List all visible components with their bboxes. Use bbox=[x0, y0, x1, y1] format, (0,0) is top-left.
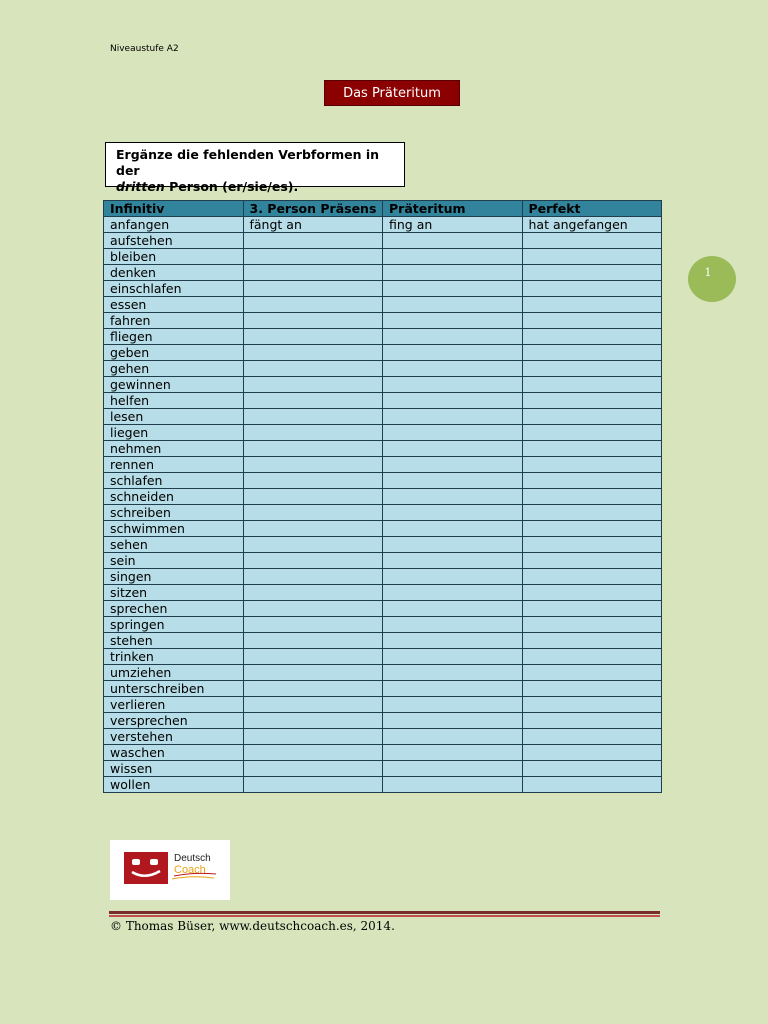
table-row bbox=[104, 313, 662, 329]
infinitive-cell: umziehen bbox=[104, 665, 244, 681]
verb-form-cell[interactable] bbox=[383, 425, 523, 441]
verb-form-cell[interactable] bbox=[383, 585, 523, 601]
verb-form-cell[interactable] bbox=[522, 345, 662, 361]
verb-form-cell[interactable] bbox=[383, 361, 523, 377]
verb-form-cell[interactable] bbox=[522, 233, 662, 249]
table-row bbox=[104, 233, 662, 249]
verb-form-cell[interactable] bbox=[522, 633, 662, 649]
verb-form-cell[interactable] bbox=[243, 249, 383, 265]
infinitive-cell: denken bbox=[104, 265, 244, 281]
verb-form-cell[interactable] bbox=[243, 761, 383, 777]
infinitive-cell: verlieren bbox=[104, 697, 244, 713]
infinitive-cell: wissen bbox=[104, 761, 244, 777]
verb-form-cell[interactable] bbox=[383, 489, 523, 505]
verb-form-cell[interactable] bbox=[243, 489, 383, 505]
infinitive-cell: essen bbox=[104, 297, 244, 313]
verb-form-cell[interactable] bbox=[383, 713, 523, 729]
table-row bbox=[104, 409, 662, 425]
infinitive-cell: lesen bbox=[104, 409, 244, 425]
verb-form-cell[interactable] bbox=[243, 601, 383, 617]
logo-text-coach: Coach bbox=[174, 864, 206, 876]
verb-form-cell[interactable] bbox=[383, 617, 523, 633]
column-header: 3. Person Präsens bbox=[243, 201, 383, 217]
verb-form-cell[interactable] bbox=[522, 553, 662, 569]
verb-form-cell[interactable] bbox=[383, 745, 523, 761]
verb-table bbox=[103, 200, 662, 793]
infinitive-cell: liegen bbox=[104, 425, 244, 441]
verb-form-cell[interactable] bbox=[383, 329, 523, 345]
verb-form-cell[interactable] bbox=[522, 649, 662, 665]
verb-form-cell[interactable] bbox=[383, 393, 523, 409]
verb-form-cell[interactable] bbox=[522, 617, 662, 633]
table-row bbox=[104, 697, 662, 713]
infinitive-cell: fliegen bbox=[104, 329, 244, 345]
table-row bbox=[104, 377, 662, 393]
verb-form-cell[interactable] bbox=[243, 553, 383, 569]
instruction-text-2: Person (er/sie/es). bbox=[164, 179, 299, 194]
table-row bbox=[104, 345, 662, 361]
table-row bbox=[104, 601, 662, 617]
table-row bbox=[104, 217, 662, 233]
verb-form-cell[interactable] bbox=[383, 665, 523, 681]
infinitive-cell: singen bbox=[104, 569, 244, 585]
verb-form-cell[interactable] bbox=[243, 537, 383, 553]
verb-form-cell[interactable] bbox=[383, 281, 523, 297]
infinitive-cell: fahren bbox=[104, 313, 244, 329]
verb-form-cell[interactable] bbox=[383, 633, 523, 649]
verb-form-cell[interactable] bbox=[383, 729, 523, 745]
infinitive-cell: gewinnen bbox=[104, 377, 244, 393]
verb-form-cell[interactable] bbox=[383, 265, 523, 281]
column-header: Infinitiv bbox=[104, 201, 244, 217]
infinitive-cell: geben bbox=[104, 345, 244, 361]
infinitive-cell: rennen bbox=[104, 457, 244, 473]
table-row bbox=[104, 777, 662, 793]
verb-form-cell[interactable] bbox=[243, 505, 383, 521]
verb-form-cell[interactable] bbox=[383, 377, 523, 393]
table-row bbox=[104, 505, 662, 521]
verb-form-cell[interactable] bbox=[243, 585, 383, 601]
verb-form-cell[interactable] bbox=[243, 425, 383, 441]
table-row bbox=[104, 761, 662, 777]
verb-form-cell[interactable] bbox=[243, 313, 383, 329]
verb-form-cell[interactable] bbox=[522, 665, 662, 681]
infinitive-cell: anfangen bbox=[104, 217, 244, 233]
verb-form-cell[interactable] bbox=[522, 425, 662, 441]
verb-form-cell[interactable] bbox=[383, 441, 523, 457]
verb-form-cell[interactable] bbox=[522, 585, 662, 601]
verb-form-cell[interactable] bbox=[243, 377, 383, 393]
table-row bbox=[104, 521, 662, 537]
verb-form-cell[interactable] bbox=[383, 601, 523, 617]
table-row bbox=[104, 473, 662, 489]
verb-form-cell[interactable] bbox=[383, 697, 523, 713]
verb-form-cell[interactable] bbox=[383, 761, 523, 777]
verb-form-cell[interactable] bbox=[383, 473, 523, 489]
infinitive-cell: schneiden bbox=[104, 489, 244, 505]
column-header: Präteritum bbox=[383, 201, 523, 217]
level-label: Niveaustufe A2 bbox=[110, 44, 179, 54]
verb-form-cell[interactable] bbox=[522, 729, 662, 745]
infinitive-cell: schlafen bbox=[104, 473, 244, 489]
table-row bbox=[104, 553, 662, 569]
table-header-row bbox=[104, 201, 662, 217]
verb-form-cell[interactable] bbox=[243, 633, 383, 649]
verb-form-cell[interactable] bbox=[383, 537, 523, 553]
page-number-badge bbox=[688, 256, 736, 302]
verb-form-cell[interactable] bbox=[522, 409, 662, 425]
verb-form-cell[interactable] bbox=[243, 457, 383, 473]
infinitive-cell: sprechen bbox=[104, 601, 244, 617]
verb-form-cell[interactable] bbox=[243, 521, 383, 537]
table-row bbox=[104, 249, 662, 265]
infinitive-cell: gehen bbox=[104, 361, 244, 377]
verb-form-cell[interactable] bbox=[243, 329, 383, 345]
instruction-text-1: Ergänze die fehlenden Verbformen in der bbox=[116, 147, 380, 178]
verb-form-cell[interactable] bbox=[243, 665, 383, 681]
table-row bbox=[104, 649, 662, 665]
smiley-logo-icon bbox=[110, 840, 230, 900]
table-row bbox=[104, 441, 662, 457]
table-row bbox=[104, 585, 662, 601]
verb-form-cell[interactable] bbox=[243, 473, 383, 489]
table-row bbox=[104, 537, 662, 553]
verb-form-cell[interactable] bbox=[243, 649, 383, 665]
infinitive-cell: stehen bbox=[104, 633, 244, 649]
verb-form-cell[interactable] bbox=[522, 361, 662, 377]
verb-form-cell[interactable] bbox=[383, 553, 523, 569]
verb-form-cell[interactable] bbox=[383, 313, 523, 329]
verb-form-cell[interactable] bbox=[522, 777, 662, 793]
page-title: Das Präteritum bbox=[324, 80, 460, 106]
verb-form-cell[interactable] bbox=[383, 521, 523, 537]
table-row bbox=[104, 745, 662, 761]
verb-form-cell[interactable] bbox=[522, 393, 662, 409]
table-row bbox=[104, 617, 662, 633]
table-row bbox=[104, 569, 662, 585]
table-row bbox=[104, 281, 662, 297]
table-row bbox=[104, 489, 662, 505]
infinitive-cell: sein bbox=[104, 553, 244, 569]
deutschcoach-logo bbox=[110, 840, 230, 900]
infinitive-cell: trinken bbox=[104, 649, 244, 665]
verb-form-cell[interactable] bbox=[522, 265, 662, 281]
table-row bbox=[104, 633, 662, 649]
verb-form-cell[interactable] bbox=[522, 457, 662, 473]
instruction-text-italic: dritten bbox=[116, 179, 165, 194]
table-row bbox=[104, 361, 662, 377]
verb-form-cell[interactable] bbox=[522, 681, 662, 697]
verb-form-cell[interactable] bbox=[243, 409, 383, 425]
verb-form-cell[interactable] bbox=[243, 361, 383, 377]
infinitive-cell: versprechen bbox=[104, 713, 244, 729]
verb-form-cell[interactable] bbox=[243, 281, 383, 297]
table-row bbox=[104, 729, 662, 745]
infinitive-cell: waschen bbox=[104, 745, 244, 761]
verb-form-cell[interactable] bbox=[383, 681, 523, 697]
infinitive-cell: verstehen bbox=[104, 729, 244, 745]
logo-text-deutsch: Deutsch bbox=[174, 853, 211, 864]
verb-form-cell[interactable] bbox=[522, 473, 662, 489]
verb-form-cell[interactable] bbox=[522, 505, 662, 521]
verb-form-cell[interactable] bbox=[383, 649, 523, 665]
copyright-footer: © Thomas Büser, www.deutschcoach.es, 2014. bbox=[110, 919, 395, 933]
table-row bbox=[104, 393, 662, 409]
verb-form-cell[interactable] bbox=[243, 441, 383, 457]
infinitive-cell: schreiben bbox=[104, 505, 244, 521]
table-row bbox=[104, 713, 662, 729]
table-row bbox=[104, 425, 662, 441]
verb-form-cell[interactable] bbox=[522, 761, 662, 777]
column-header: Perfekt bbox=[522, 201, 662, 217]
table-row bbox=[104, 457, 662, 473]
verb-form-cell[interactable] bbox=[383, 569, 523, 585]
verb-form-cell[interactable] bbox=[243, 745, 383, 761]
table-row bbox=[104, 665, 662, 681]
infinitive-cell: bleiben bbox=[104, 249, 244, 265]
verb-form-cell[interactable] bbox=[243, 729, 383, 745]
infinitive-cell: springen bbox=[104, 617, 244, 633]
verb-form-cell[interactable] bbox=[522, 313, 662, 329]
verb-form-cell[interactable] bbox=[383, 777, 523, 793]
instruction-box bbox=[105, 142, 405, 194]
verb-form-cell[interactable] bbox=[522, 521, 662, 537]
infinitive-cell: helfen bbox=[104, 393, 244, 409]
verb-form-cell[interactable] bbox=[243, 713, 383, 729]
verb-form-cell[interactable] bbox=[243, 393, 383, 409]
infinitive-cell: einschlafen bbox=[104, 281, 244, 297]
infinitive-cell: aufstehen bbox=[104, 233, 244, 249]
verb-form-cell[interactable] bbox=[522, 713, 662, 729]
infinitive-cell: sehen bbox=[104, 537, 244, 553]
verb-form-cell[interactable] bbox=[383, 345, 523, 361]
footer-divider bbox=[109, 911, 660, 914]
verb-form-cell[interactable]: fing an bbox=[383, 217, 523, 233]
verb-form-cell[interactable] bbox=[243, 297, 383, 313]
verb-form-cell[interactable] bbox=[522, 569, 662, 585]
verb-form-cell[interactable] bbox=[522, 601, 662, 617]
verb-form-cell[interactable] bbox=[522, 489, 662, 505]
verb-form-cell[interactable] bbox=[243, 697, 383, 713]
verb-form-cell[interactable] bbox=[522, 697, 662, 713]
infinitive-cell: unterschreiben bbox=[104, 681, 244, 697]
verb-form-cell[interactable] bbox=[522, 297, 662, 313]
infinitive-cell: schwimmen bbox=[104, 521, 244, 537]
verb-form-cell[interactable] bbox=[243, 345, 383, 361]
table-row bbox=[104, 297, 662, 313]
verb-form-cell[interactable] bbox=[522, 377, 662, 393]
verb-form-cell[interactable] bbox=[383, 233, 523, 249]
verb-form-cell[interactable] bbox=[383, 457, 523, 473]
verb-form-cell[interactable] bbox=[522, 249, 662, 265]
verb-form-cell[interactable] bbox=[522, 745, 662, 761]
infinitive-cell: nehmen bbox=[104, 441, 244, 457]
footer-divider-accent bbox=[109, 915, 660, 917]
verb-form-cell[interactable] bbox=[522, 281, 662, 297]
verb-form-cell[interactable] bbox=[243, 265, 383, 281]
verb-form-cell[interactable] bbox=[243, 777, 383, 793]
verb-form-cell[interactable]: fängt an bbox=[243, 217, 383, 233]
table-row bbox=[104, 265, 662, 281]
verb-form-cell[interactable] bbox=[243, 681, 383, 697]
infinitive-cell: sitzen bbox=[104, 585, 244, 601]
page-number: 1 bbox=[704, 266, 712, 279]
verb-form-cell[interactable] bbox=[383, 249, 523, 265]
verb-form-cell[interactable] bbox=[243, 617, 383, 633]
table-row bbox=[104, 681, 662, 697]
infinitive-cell: wollen bbox=[104, 777, 244, 793]
verb-form-cell[interactable] bbox=[522, 329, 662, 345]
table-row bbox=[104, 329, 662, 345]
verb-form-cell[interactable] bbox=[383, 409, 523, 425]
verb-form-cell[interactable]: hat angefangen bbox=[522, 217, 662, 233]
verb-form-cell[interactable] bbox=[522, 441, 662, 457]
table-body bbox=[104, 217, 662, 793]
verb-form-cell[interactable] bbox=[522, 537, 662, 553]
verb-form-cell[interactable] bbox=[243, 233, 383, 249]
verb-form-cell[interactable] bbox=[383, 505, 523, 521]
verb-form-cell[interactable] bbox=[243, 569, 383, 585]
verb-form-cell[interactable] bbox=[383, 297, 523, 313]
